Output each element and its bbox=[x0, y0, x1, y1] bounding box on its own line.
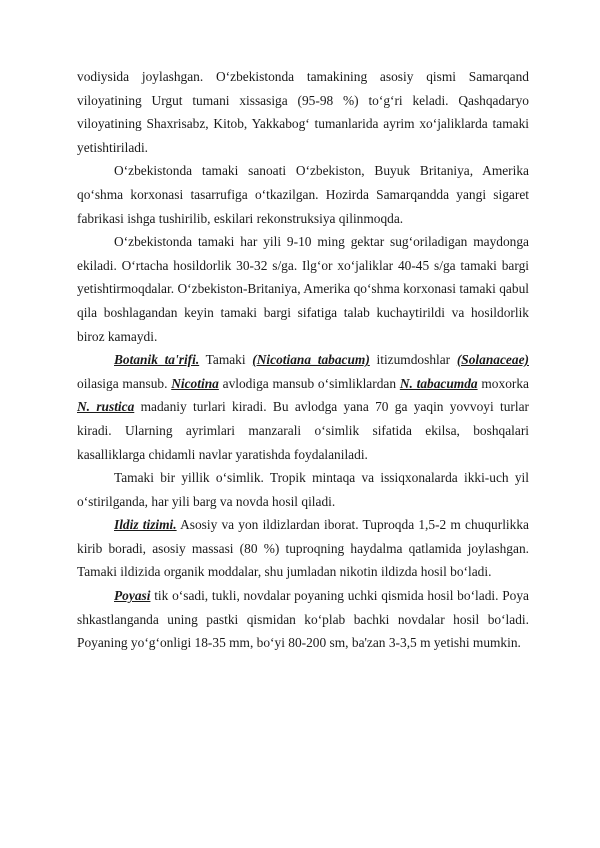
paragraph-2 bbox=[77, 159, 529, 230]
text-segment: moxorka bbox=[477, 375, 529, 391]
paragraph-3-text: O‘zbekistonda tamaki har yili 9-10 ming gektar sug‘oriladigan maydonga ekiladi. O‘rtacha hosildorlik 30-32 s/ga. Ilg‘or xo‘jaliklar 40-45 s/ga tamaki bargi yetishtirmoqdalar. O‘zbekiston-Britaniya, Amerika qo‘shma korxonasi tamaki qabul qila boshlagandan keyin tamaki bargi sifatiga talab kuchaytirildi va hosildorlik biroz kamaydi. bbox=[77, 234, 529, 344]
paragraph-5-text: Tamaki bir yillik o‘simlik. Tropik mintaqa va issiqxonalarda ikki-uch yil o‘stirilganda, har yili barg va novda hosil qiladi. bbox=[77, 470, 529, 509]
text-segment: madaniy turlari kiradi. Bu avlodga yana 70 ga yaqin yovvoyi turlar kiradi. Ularning ayrimlari manzarali o‘simlik sifatida ekilsa, boshqalari kasalliklarga chidamli navlar yaratishda foydalaniladi. bbox=[77, 399, 529, 462]
paragraph-1 bbox=[77, 65, 529, 159]
latin-name-nicotiana: (Nicotiana tabacum) bbox=[252, 352, 370, 368]
paragraph-botanical-description bbox=[77, 348, 529, 466]
text-segment: avlodiga mansub o‘simliklardan bbox=[218, 375, 400, 391]
stem-text: tik o‘sadi, tukli, novdalar poyaning uchki qismida hosil bo‘ladi. Poya shkastlanganda uning pastki qismidan ko‘plab bachki novdalar hosil bo‘ladi. Poyaning yo‘g‘onligi 18-35 mm, bo‘yi 80-200 sm, ba'zan 3-3,5 m yetishi mumkin. bbox=[77, 588, 529, 651]
latin-name-solanaceae: (Solanaceae) bbox=[456, 352, 529, 368]
latin-name-n-tabacum: N. tabacumda bbox=[399, 375, 478, 391]
text-segment: itizumdoshlar bbox=[369, 352, 457, 368]
paragraph-stem bbox=[77, 584, 529, 655]
paragraph-1-text: vodiysida joylashgan. O‘zbekistonda tamakining asosiy qismi Samarqand viloyatining Urgut tumani xissasiga (95-98 %) to‘g‘ri keladi. Qashqadaryo viloyatining Shaxrisabz, Kitob, Yakkabog‘ tumanlarida ayrim xo‘jaliklarda tamaki yetishtiriladi. bbox=[77, 69, 529, 155]
paragraph-5 bbox=[77, 466, 529, 513]
text-segment: oilasiga mansub. bbox=[77, 375, 172, 391]
paragraph-3 bbox=[77, 230, 529, 348]
document-body bbox=[77, 65, 529, 655]
paragraph-2-text: O‘zbekistonda tamaki sanoati O‘zbekiston, Buyuk Britaniya, Amerika qo‘shma korxonasi tasarrufiga o‘tkazilgan. Hozirda Samarqandda yangi sigaret fabrikasi ishga tushirilib, eskilari rekonstruksiya qilinmoqda. bbox=[77, 163, 529, 226]
root-system-heading: Ildiz tizimi. bbox=[114, 517, 177, 533]
text-segment: Tamaki bbox=[199, 352, 253, 368]
botanical-heading: Botanik ta'rifi. bbox=[114, 352, 200, 368]
paragraph-root-system bbox=[77, 513, 529, 584]
stem-heading: Poyasi bbox=[114, 588, 151, 604]
latin-name-nicotina: Nicotina bbox=[171, 375, 219, 391]
root-system-text: Asosiy va yon ildizlardan iborat. Tuproqda 1,5-2 m chuqurlikka kirib boradi, asosiy massasi (80 %) tuproqning haydalma qatlamida joylashgan. Tamaki ildizida organik moddalar, shu jumladan nikotin ildizda hosil bo‘ladi. bbox=[77, 517, 529, 580]
latin-name-n-rustica: N. rustica bbox=[77, 399, 135, 415]
